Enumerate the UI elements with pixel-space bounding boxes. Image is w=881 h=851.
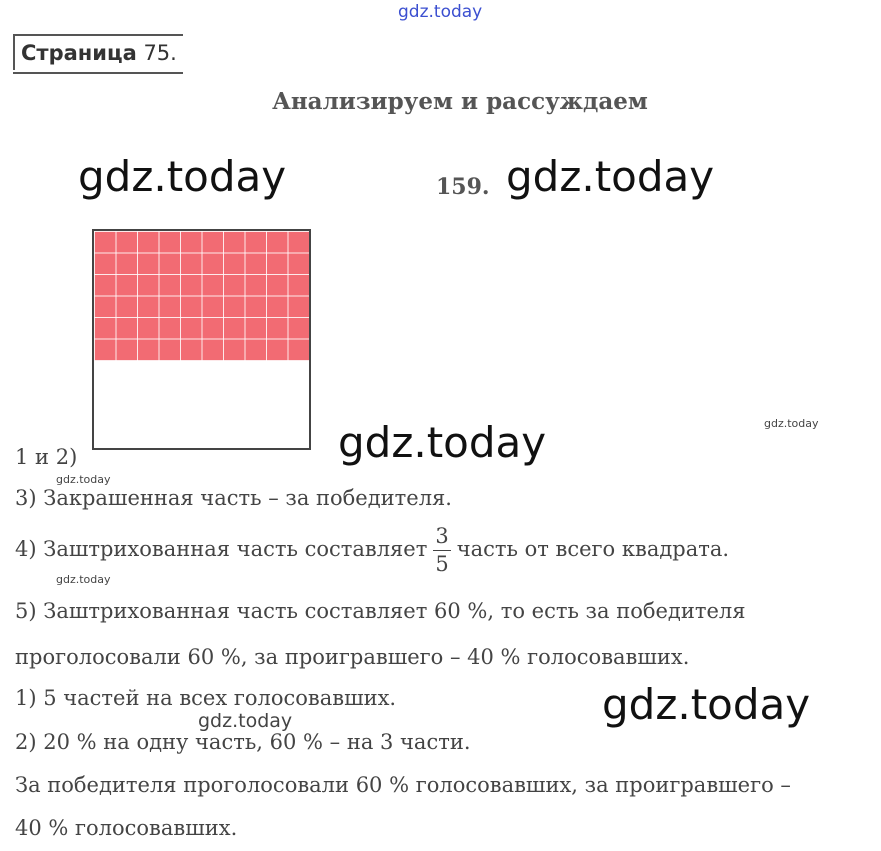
watermark-small-3: gdz.today [56, 573, 111, 586]
answer-line-2: 3) Закрашенная часть – за победителя. [15, 486, 452, 510]
section-title: Анализируем и рассуждаем [272, 88, 648, 115]
fraction-three-fifths [433, 526, 450, 575]
answer-line-3-after: часть от всего квадрата. [456, 537, 730, 561]
answer-line-3 [15, 526, 729, 575]
answer-line-4: 5) Заштрихованная часть составляет 60 %, то есть за победителя [15, 599, 746, 623]
answer-line-5: проголосовали 60 %, за проигравшего – 40 % голосовавших. [15, 645, 690, 669]
answer-line-9: 40 % голосовавших. [15, 816, 238, 840]
page-word: Страница [21, 41, 137, 65]
watermark-large-4: gdz.today [602, 680, 811, 729]
shaded-grid-area [94, 231, 309, 361]
watermark-small-1: gdz.today [764, 417, 819, 430]
page-label-underline [13, 72, 183, 74]
answer-line-6: 1) 5 частей на всех голосовавших. [15, 686, 397, 710]
watermark-top: gdz.today [398, 2, 483, 22]
watermark-large-3: gdz.today [338, 418, 547, 467]
shaded-square-figure [92, 229, 311, 450]
answer-line-1: 1 и 2) [15, 445, 78, 469]
watermark-large-1: gdz.today [78, 152, 287, 201]
fraction-denominator: 5 [435, 552, 449, 576]
answer-line-3-before: 4) Заштрихованная часть составляет [15, 537, 428, 561]
fraction-numerator: 3 [433, 526, 450, 551]
answer-line-7: 2) 20 % на одну часть, 60 % – на 3 части. [15, 730, 471, 754]
page-label [13, 34, 183, 70]
answer-line-8: За победителя проголосовали 60 % голосовавших, за проигравшего – [15, 773, 791, 797]
page-number: 75. [143, 41, 177, 65]
task-number: 159. [436, 174, 490, 200]
watermark-large-2: gdz.today [506, 152, 715, 201]
watermark-small-4: gdz.today [198, 710, 293, 732]
watermark-small-2: gdz.today [56, 473, 111, 486]
